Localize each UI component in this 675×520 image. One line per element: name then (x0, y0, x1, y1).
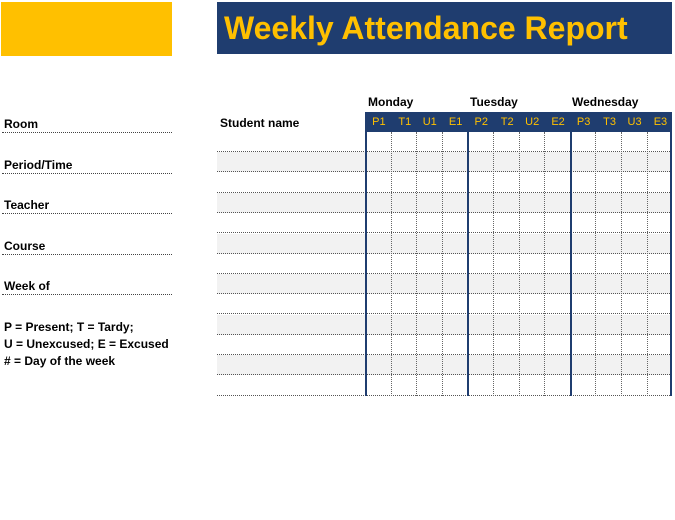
period-time-label: Period/Time (4, 158, 73, 172)
legend-line-2: U = Unexcused; E = Excused (4, 337, 169, 351)
day-tuesday: Tuesday (470, 95, 518, 109)
code-header-p3: P3 (576, 116, 591, 128)
table-row[interactable] (217, 355, 672, 375)
legend-line-1: P = Present; T = Tardy; (4, 320, 134, 334)
code-header-e2: E2 (551, 116, 565, 128)
student-name-label: Student name (220, 116, 300, 130)
table-row[interactable] (217, 274, 672, 294)
code-header-e3: E3 (653, 116, 668, 128)
code-header-e1: E1 (448, 116, 463, 128)
day-separator-line (670, 132, 672, 396)
day-monday: Monday (368, 95, 414, 109)
column-line (391, 132, 392, 396)
day-wednesday: Wednesday (572, 95, 639, 109)
room-field[interactable] (2, 112, 172, 133)
column-line (442, 132, 443, 396)
code-header-p1: P1 (372, 116, 386, 128)
code-header-p2: P2 (474, 116, 488, 128)
code-header-u2: U2 (525, 116, 540, 128)
table-row[interactable] (217, 294, 672, 314)
column-line (595, 132, 596, 396)
teacher-field[interactable] (2, 193, 172, 214)
table-row[interactable] (217, 376, 672, 396)
table-row[interactable] (217, 254, 672, 274)
course-field[interactable] (2, 234, 172, 255)
day-separator-line (365, 132, 367, 396)
week-of-label: Week of (4, 279, 50, 293)
code-header-t1: T1 (398, 116, 412, 128)
day-separator-line (570, 132, 572, 396)
code-header-u3: U3 (627, 116, 642, 128)
table-row[interactable] (217, 193, 672, 213)
code-header-t2: T2 (500, 116, 514, 128)
report-title: Weekly Attendance Report (217, 2, 672, 54)
table-row[interactable] (217, 315, 672, 335)
attendance-code-header (365, 112, 672, 132)
column-line (647, 132, 648, 396)
period-time-field[interactable] (2, 153, 172, 174)
code-header-t3: T3 (603, 116, 616, 128)
logo-placeholder (1, 2, 172, 56)
table-row[interactable] (217, 213, 672, 233)
column-line (544, 132, 545, 396)
table-row[interactable] (217, 132, 672, 152)
teacher-label: Teacher (4, 198, 50, 212)
table-row[interactable] (217, 173, 672, 193)
column-line (519, 132, 520, 396)
table-row[interactable] (217, 335, 672, 355)
day-separator-line (467, 132, 469, 396)
student-name-header (217, 114, 365, 133)
table-row[interactable] (217, 152, 672, 172)
room-label: Room (4, 117, 38, 131)
course-label: Course (4, 239, 46, 253)
table-row[interactable] (217, 234, 672, 254)
column-line (621, 132, 622, 396)
column-line (416, 132, 417, 396)
column-line (493, 132, 494, 396)
legend-line-3: # = Day of the week (4, 354, 116, 368)
week-of-field[interactable] (2, 274, 172, 295)
code-header-u1: U1 (422, 116, 437, 128)
